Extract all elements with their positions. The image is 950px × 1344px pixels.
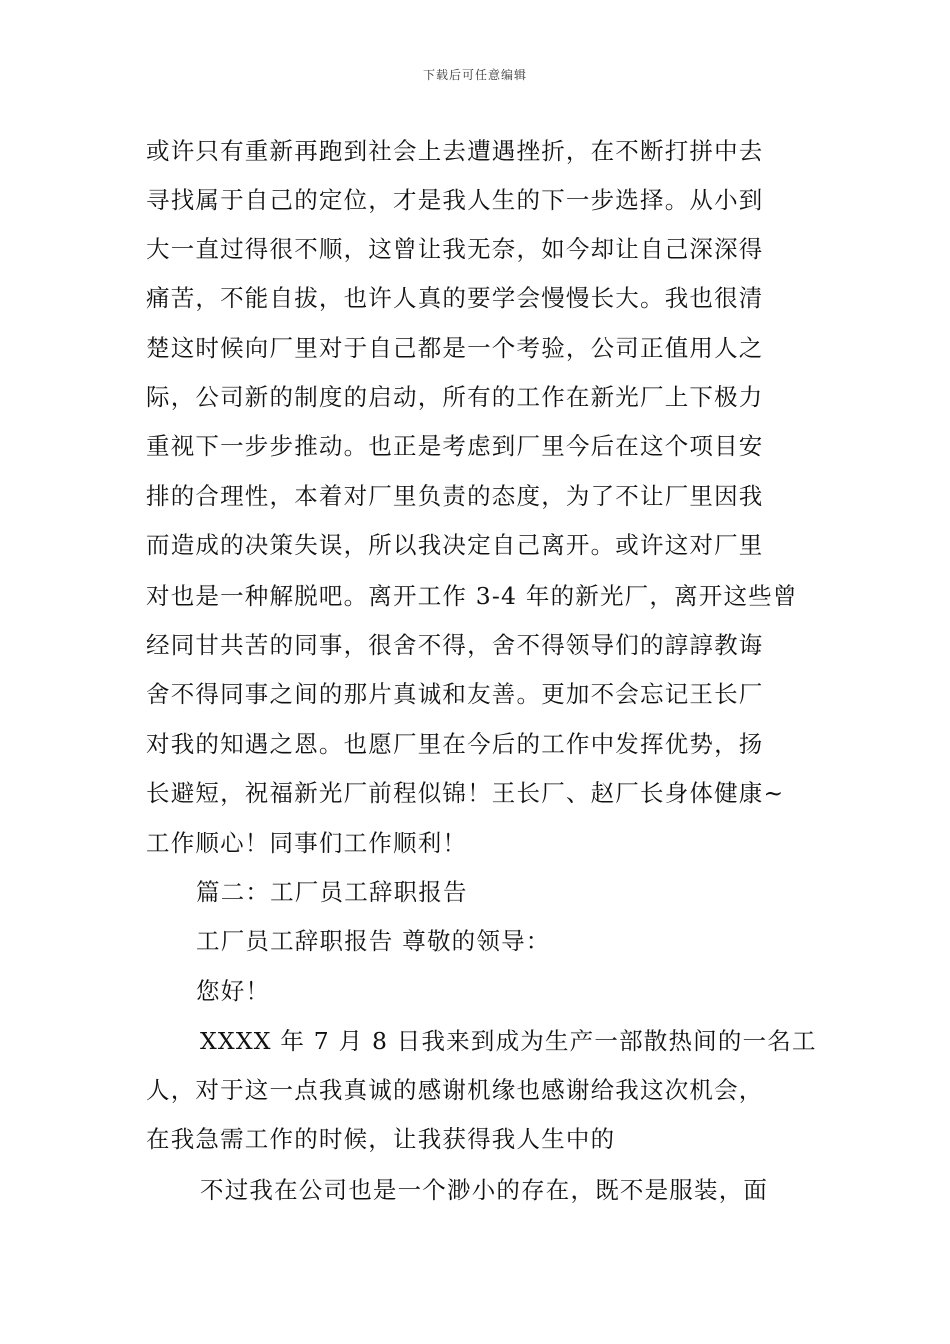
body-line: 长避短，祝福新光厂前程似锦！王长厂、赵厂长身体健康~ — [146, 779, 785, 807]
body-line: 重视下一步步推动。也正是考虑到厂里今后在这个项目安 — [146, 432, 764, 460]
body-line: 楚这时候向厂里对于自己都是一个考验，公司正值用人之 — [146, 334, 764, 362]
page-header-note: 下载后可任意编辑 — [422, 68, 527, 82]
body-line: 寻找属于自己的定位，才是我人生的下一步选择。从小到 — [146, 186, 764, 214]
paragraph-line: XXXX 年 7 月 8 日我来到成为生产一部散热间的一名工 — [200, 1027, 817, 1055]
salutation: 工厂员工辞职报告 尊敬的领导： — [196, 927, 551, 955]
body-line: 舍不得同事之间的那片真诚和友善。更加不会忘记王长厂 — [146, 680, 764, 708]
paragraph-line: 不过我在公司也是一个渺小的存在，既不是服装，面 — [200, 1176, 769, 1204]
body-line: 对也是一种解脱吧。离开工作 3-4 年的新光厂，离开这些曾 — [146, 582, 798, 610]
paragraph-line: 人，对于这一点我真诚的感谢机缘也感谢给我这次机会， — [146, 1076, 764, 1104]
greeting: 您好！ — [196, 977, 271, 1005]
body-line: 大一直过得很不顺，这曾让我无奈，如今却让自己深深得 — [146, 235, 764, 263]
section-title: 篇二：工厂员工辞职报告 — [196, 878, 468, 906]
body-line: 经同甘共苦的同事，很舍不得，舍不得领导们的諄諄教诲 — [146, 631, 764, 659]
body-line: 排的合理性，本着对厂里负责的态度，为了不让厂里因我 — [146, 482, 764, 510]
body-line: 对我的知遇之恩。也愿厂里在今后的工作中发挥优势，扬 — [146, 730, 764, 758]
body-line: 际，公司新的制度的启动，所有的工作在新光厂上下极力 — [146, 383, 764, 411]
body-line: 工作顺心！同事们工作顺利！ — [146, 829, 468, 857]
paragraph-line: 在我急需工作的时候，让我获得我人生中的 — [146, 1125, 616, 1153]
body-line: 或许只有重新再跑到社会上去遭遇挫折，在不断打拼中去 — [146, 137, 764, 165]
body-line: 痛苦，不能自拔，也许人真的要学会慢慢长大。我也很清 — [146, 284, 764, 312]
body-line: 而造成的决策失误，所以我决定自己离开。或许这对厂里 — [146, 531, 764, 559]
